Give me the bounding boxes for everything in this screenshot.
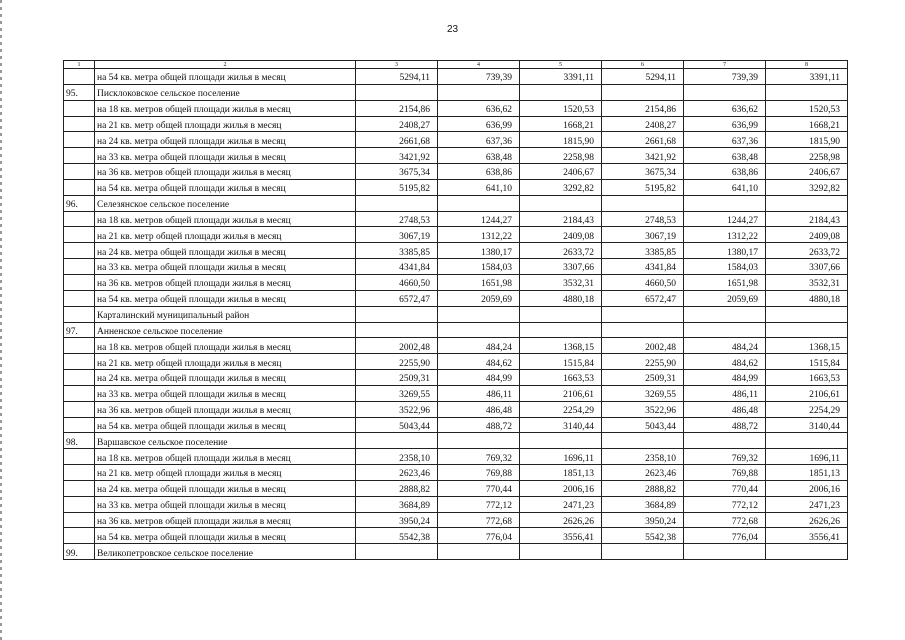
row-number-cell bbox=[64, 211, 95, 227]
value-cell bbox=[766, 306, 848, 322]
value-cell: 1851,13 bbox=[766, 465, 848, 481]
value-cell: 486,48 bbox=[438, 401, 520, 417]
value-cell: 2258,98 bbox=[766, 148, 848, 164]
value-cell: 776,04 bbox=[438, 528, 520, 544]
value-cell: 636,62 bbox=[438, 100, 520, 116]
value-cell: 2154,86 bbox=[602, 100, 684, 116]
row-label-cell: на 18 кв. метров общей площади жилья в месяц bbox=[95, 449, 356, 465]
value-cell bbox=[356, 306, 438, 322]
table-row bbox=[64, 164, 848, 180]
table-row bbox=[64, 338, 848, 354]
value-cell: 3269,55 bbox=[356, 385, 438, 401]
value-cell: 2748,53 bbox=[602, 211, 684, 227]
value-cell: 3269,55 bbox=[602, 385, 684, 401]
value-cell: 641,10 bbox=[684, 179, 766, 195]
value-cell: 1668,21 bbox=[766, 116, 848, 132]
table-row bbox=[64, 370, 848, 386]
row-label-cell: на 21 кв. метр общей площади жилья в месяц bbox=[95, 354, 356, 370]
row-number-cell bbox=[64, 385, 95, 401]
value-cell bbox=[684, 544, 766, 560]
value-cell bbox=[356, 544, 438, 560]
value-cell: 4880,18 bbox=[766, 290, 848, 306]
row-number-cell bbox=[64, 496, 95, 512]
value-cell: 484,24 bbox=[684, 338, 766, 354]
value-cell: 4341,84 bbox=[602, 259, 684, 275]
value-cell: 1696,11 bbox=[520, 449, 602, 465]
value-cell: 769,32 bbox=[438, 449, 520, 465]
value-cell bbox=[438, 306, 520, 322]
value-cell: 3556,41 bbox=[520, 528, 602, 544]
value-cell: 2002,48 bbox=[602, 338, 684, 354]
row-number-cell bbox=[64, 148, 95, 164]
value-cell: 1815,90 bbox=[520, 132, 602, 148]
value-cell: 1696,11 bbox=[766, 449, 848, 465]
value-cell: 1380,17 bbox=[684, 243, 766, 259]
value-cell: 2184,43 bbox=[520, 211, 602, 227]
value-cell: 769,88 bbox=[684, 465, 766, 481]
value-cell: 637,36 bbox=[684, 132, 766, 148]
value-cell bbox=[438, 322, 520, 338]
value-cell: 2059,69 bbox=[438, 290, 520, 306]
value-cell: 484,24 bbox=[438, 338, 520, 354]
value-cell: 488,72 bbox=[684, 417, 766, 433]
value-cell: 488,72 bbox=[438, 417, 520, 433]
value-cell: 5542,38 bbox=[356, 528, 438, 544]
table-row bbox=[64, 385, 848, 401]
table-row bbox=[64, 322, 848, 338]
value-cell: 3556,41 bbox=[766, 528, 848, 544]
value-cell: 1520,53 bbox=[766, 100, 848, 116]
value-cell: 5294,11 bbox=[602, 69, 684, 85]
row-label-cell: на 54 кв. метра общей площади жилья в месяц bbox=[95, 528, 356, 544]
value-cell: 2254,29 bbox=[766, 401, 848, 417]
value-cell: 5195,82 bbox=[356, 179, 438, 195]
row-label-cell: на 36 кв. метров общей площади жилья в месяц bbox=[95, 401, 356, 417]
value-cell: 2002,48 bbox=[356, 338, 438, 354]
value-cell: 5043,44 bbox=[602, 417, 684, 433]
row-number-cell bbox=[64, 100, 95, 116]
table-row bbox=[64, 465, 848, 481]
value-cell bbox=[684, 195, 766, 211]
value-cell: 3421,92 bbox=[602, 148, 684, 164]
table-row bbox=[64, 306, 848, 322]
value-cell: 3532,31 bbox=[766, 274, 848, 290]
value-cell: 2633,72 bbox=[520, 243, 602, 259]
value-cell: 5195,82 bbox=[602, 179, 684, 195]
value-cell: 2184,43 bbox=[766, 211, 848, 227]
value-cell: 2106,61 bbox=[766, 385, 848, 401]
table-row bbox=[64, 290, 848, 306]
row-number-cell: 99. bbox=[64, 544, 95, 560]
table-row bbox=[64, 401, 848, 417]
value-cell: 641,10 bbox=[438, 179, 520, 195]
value-cell: 2471,23 bbox=[520, 496, 602, 512]
value-cell: 2509,31 bbox=[602, 370, 684, 386]
value-cell: 772,68 bbox=[438, 512, 520, 528]
value-cell: 2661,68 bbox=[356, 132, 438, 148]
column-number-cell: 5 bbox=[520, 61, 602, 69]
value-cell: 2106,61 bbox=[520, 385, 602, 401]
value-cell bbox=[438, 544, 520, 560]
value-cell: 3140,44 bbox=[766, 417, 848, 433]
row-label-cell: на 36 кв. метров общей площади жилья в месяц bbox=[95, 274, 356, 290]
column-number-cell: 3 bbox=[356, 61, 438, 69]
table-row bbox=[64, 116, 848, 132]
value-cell: 1651,98 bbox=[684, 274, 766, 290]
value-cell: 2471,23 bbox=[766, 496, 848, 512]
value-cell bbox=[766, 544, 848, 560]
table-row bbox=[64, 179, 848, 195]
value-cell bbox=[602, 544, 684, 560]
value-cell: 3684,89 bbox=[356, 496, 438, 512]
value-cell: 3950,24 bbox=[602, 512, 684, 528]
value-cell: 1312,22 bbox=[684, 227, 766, 243]
value-cell: 2626,26 bbox=[520, 512, 602, 528]
row-number-cell: 96. bbox=[64, 195, 95, 211]
value-cell: 1815,90 bbox=[766, 132, 848, 148]
value-cell bbox=[766, 84, 848, 100]
row-label-cell: на 24 кв. метра общей площади жилья в месяц bbox=[95, 480, 356, 496]
value-cell: 2623,46 bbox=[356, 465, 438, 481]
value-cell: 1663,53 bbox=[766, 370, 848, 386]
value-cell: 2509,31 bbox=[356, 370, 438, 386]
value-cell: 3522,96 bbox=[602, 401, 684, 417]
row-number-cell bbox=[64, 480, 95, 496]
value-cell: 3292,82 bbox=[520, 179, 602, 195]
row-number-cell bbox=[64, 401, 95, 417]
row-label-cell: на 33 кв. метра общей площади жилья в месяц bbox=[95, 259, 356, 275]
row-number-cell bbox=[64, 528, 95, 544]
value-cell: 2748,53 bbox=[356, 211, 438, 227]
row-number-cell bbox=[64, 259, 95, 275]
value-cell: 2358,10 bbox=[602, 449, 684, 465]
table-row bbox=[64, 195, 848, 211]
table-row bbox=[64, 528, 848, 544]
value-cell: 1380,17 bbox=[438, 243, 520, 259]
value-cell: 3307,66 bbox=[766, 259, 848, 275]
value-cell: 770,44 bbox=[684, 480, 766, 496]
value-cell: 1244,27 bbox=[684, 211, 766, 227]
table-row bbox=[64, 433, 848, 449]
row-label-cell: на 21 кв. метр общей площади жилья в месяц bbox=[95, 227, 356, 243]
value-cell bbox=[438, 84, 520, 100]
table-row bbox=[64, 69, 848, 85]
row-label-cell: на 24 кв. метра общей площади жилья в месяц bbox=[95, 370, 356, 386]
value-cell: 3684,89 bbox=[602, 496, 684, 512]
value-cell bbox=[356, 84, 438, 100]
value-cell: 484,99 bbox=[438, 370, 520, 386]
value-cell: 1515,84 bbox=[766, 354, 848, 370]
value-cell bbox=[602, 322, 684, 338]
row-label-cell: Великопетровское сельское поселение bbox=[95, 544, 356, 560]
value-cell: 638,48 bbox=[438, 148, 520, 164]
value-cell bbox=[684, 306, 766, 322]
table-row bbox=[64, 512, 848, 528]
value-cell: 3067,19 bbox=[356, 227, 438, 243]
row-label-cell: на 33 кв. метра общей площади жилья в месяц bbox=[95, 148, 356, 164]
table-row bbox=[64, 417, 848, 433]
table-row bbox=[64, 148, 848, 164]
row-label-cell: на 18 кв. метров общей площади жилья в месяц bbox=[95, 211, 356, 227]
value-cell: 2059,69 bbox=[684, 290, 766, 306]
row-number-cell bbox=[64, 449, 95, 465]
value-cell: 638,86 bbox=[684, 164, 766, 180]
value-cell: 2006,16 bbox=[766, 480, 848, 496]
value-cell bbox=[520, 433, 602, 449]
row-number-cell bbox=[64, 290, 95, 306]
value-cell bbox=[520, 544, 602, 560]
column-number-row bbox=[64, 61, 848, 69]
table-row bbox=[64, 480, 848, 496]
value-cell bbox=[520, 306, 602, 322]
table-row bbox=[64, 274, 848, 290]
value-cell: 3391,11 bbox=[766, 69, 848, 85]
value-cell bbox=[684, 84, 766, 100]
value-cell: 2255,90 bbox=[356, 354, 438, 370]
value-cell: 3421,92 bbox=[356, 148, 438, 164]
row-number-cell bbox=[64, 227, 95, 243]
row-label-cell: на 24 кв. метра общей площади жилья в месяц bbox=[95, 132, 356, 148]
value-cell bbox=[766, 195, 848, 211]
value-cell: 739,39 bbox=[684, 69, 766, 85]
value-cell: 3307,66 bbox=[520, 259, 602, 275]
value-cell: 1515,84 bbox=[520, 354, 602, 370]
value-cell: 3140,44 bbox=[520, 417, 602, 433]
value-cell: 3067,19 bbox=[602, 227, 684, 243]
value-cell: 5294,11 bbox=[356, 69, 438, 85]
value-cell: 2006,16 bbox=[520, 480, 602, 496]
row-label-cell: на 33 кв. метра общей площади жилья в месяц bbox=[95, 496, 356, 512]
value-cell: 6572,47 bbox=[356, 290, 438, 306]
row-label-cell: на 24 кв. метра общей площади жилья в месяц bbox=[95, 243, 356, 259]
value-cell: 2258,98 bbox=[520, 148, 602, 164]
value-cell bbox=[520, 322, 602, 338]
value-cell: 3385,85 bbox=[602, 243, 684, 259]
row-label-cell: на 21 кв. метр общей площади жилья в месяц bbox=[95, 465, 356, 481]
value-cell: 3385,85 bbox=[356, 243, 438, 259]
row-label-cell: на 21 кв. метр общей площади жилья в месяц bbox=[95, 116, 356, 132]
value-cell bbox=[438, 433, 520, 449]
table-row bbox=[64, 496, 848, 512]
value-cell: 770,44 bbox=[438, 480, 520, 496]
value-cell: 2409,08 bbox=[766, 227, 848, 243]
table-row bbox=[64, 449, 848, 465]
row-label-cell: Варшавское сельское поселение bbox=[95, 433, 356, 449]
value-cell: 636,99 bbox=[438, 116, 520, 132]
row-number-cell: 97. bbox=[64, 322, 95, 338]
value-cell: 2154,86 bbox=[356, 100, 438, 116]
value-cell: 2406,67 bbox=[766, 164, 848, 180]
row-label-cell: на 36 кв. метров общей площади жилья в месяц bbox=[95, 512, 356, 528]
column-number-cell: 1 bbox=[64, 61, 95, 69]
column-number-cell: 4 bbox=[438, 61, 520, 69]
value-cell: 4660,50 bbox=[356, 274, 438, 290]
row-number-cell bbox=[64, 243, 95, 259]
value-cell: 1663,53 bbox=[520, 370, 602, 386]
value-cell: 2406,67 bbox=[520, 164, 602, 180]
value-cell: 2888,82 bbox=[602, 480, 684, 496]
row-label-cell: на 54 кв. метра общей площади жилья в месяц bbox=[95, 417, 356, 433]
value-cell: 3950,24 bbox=[356, 512, 438, 528]
scan-edge-artifact bbox=[0, 0, 2, 640]
value-cell: 1368,15 bbox=[766, 338, 848, 354]
value-cell: 638,86 bbox=[438, 164, 520, 180]
value-cell: 1584,03 bbox=[684, 259, 766, 275]
value-cell: 484,99 bbox=[684, 370, 766, 386]
value-cell: 1520,53 bbox=[520, 100, 602, 116]
value-cell: 772,12 bbox=[684, 496, 766, 512]
row-label-cell: на 54 кв. метра общей площади жилья в месяц bbox=[95, 290, 356, 306]
row-label-cell: Анненское сельское поселение bbox=[95, 322, 356, 338]
row-number-cell bbox=[64, 164, 95, 180]
value-cell bbox=[602, 195, 684, 211]
value-cell: 2888,82 bbox=[356, 480, 438, 496]
value-cell bbox=[602, 433, 684, 449]
value-cell: 1651,98 bbox=[438, 274, 520, 290]
value-cell bbox=[766, 433, 848, 449]
row-number-cell bbox=[64, 417, 95, 433]
table-row bbox=[64, 132, 848, 148]
value-cell: 1584,03 bbox=[438, 259, 520, 275]
value-cell: 2409,08 bbox=[520, 227, 602, 243]
column-number-cell: 2 bbox=[95, 61, 356, 69]
value-cell bbox=[520, 84, 602, 100]
value-cell: 772,68 bbox=[684, 512, 766, 528]
value-cell bbox=[602, 84, 684, 100]
table-body bbox=[64, 61, 848, 560]
value-cell bbox=[684, 322, 766, 338]
row-number-cell bbox=[64, 338, 95, 354]
value-cell: 3675,34 bbox=[356, 164, 438, 180]
row-label-cell: на 18 кв. метров общей площади жилья в месяц bbox=[95, 338, 356, 354]
value-cell: 486,48 bbox=[684, 401, 766, 417]
row-number-cell bbox=[64, 465, 95, 481]
row-number-cell bbox=[64, 354, 95, 370]
value-cell: 1668,21 bbox=[520, 116, 602, 132]
table-row bbox=[64, 100, 848, 116]
value-cell: 4880,18 bbox=[520, 290, 602, 306]
table-row bbox=[64, 544, 848, 560]
row-label-cell: на 54 кв. метра общей площади жилья в месяц bbox=[95, 69, 356, 85]
value-cell: 484,62 bbox=[438, 354, 520, 370]
value-cell: 1312,22 bbox=[438, 227, 520, 243]
table-row bbox=[64, 354, 848, 370]
value-cell bbox=[356, 195, 438, 211]
row-number-cell bbox=[64, 116, 95, 132]
row-label-cell: Писклоковское сельское поселение bbox=[95, 84, 356, 100]
value-cell: 3522,96 bbox=[356, 401, 438, 417]
value-cell: 776,04 bbox=[684, 528, 766, 544]
value-cell bbox=[766, 322, 848, 338]
row-number-cell: 95. bbox=[64, 84, 95, 100]
value-cell: 1244,27 bbox=[438, 211, 520, 227]
value-cell: 1368,15 bbox=[520, 338, 602, 354]
value-cell: 2633,72 bbox=[766, 243, 848, 259]
value-cell bbox=[438, 195, 520, 211]
page-number: 23 bbox=[446, 24, 459, 35]
value-cell: 2254,29 bbox=[520, 401, 602, 417]
table-row bbox=[64, 84, 848, 100]
table-row bbox=[64, 211, 848, 227]
column-number-cell: 8 bbox=[766, 61, 848, 69]
row-number-cell bbox=[64, 69, 95, 85]
row-label-cell: Селезянское сельское поселение bbox=[95, 195, 356, 211]
column-number-cell: 7 bbox=[684, 61, 766, 69]
row-number-cell bbox=[64, 132, 95, 148]
value-cell bbox=[356, 433, 438, 449]
value-cell: 4341,84 bbox=[356, 259, 438, 275]
value-cell: 739,39 bbox=[438, 69, 520, 85]
row-label-cell: на 36 кв. метров общей площади жилья в месяц bbox=[95, 164, 356, 180]
row-label-cell: на 33 кв. метра общей площади жилья в месяц bbox=[95, 385, 356, 401]
value-cell: 3391,11 bbox=[520, 69, 602, 85]
value-cell: 1851,13 bbox=[520, 465, 602, 481]
table-row bbox=[64, 259, 848, 275]
value-cell: 2623,46 bbox=[602, 465, 684, 481]
value-cell: 636,99 bbox=[684, 116, 766, 132]
value-cell bbox=[684, 433, 766, 449]
value-cell: 484,62 bbox=[684, 354, 766, 370]
value-cell: 2358,10 bbox=[356, 449, 438, 465]
column-number-cell: 6 bbox=[602, 61, 684, 69]
value-cell: 2626,26 bbox=[766, 512, 848, 528]
value-cell: 637,36 bbox=[438, 132, 520, 148]
row-number-cell bbox=[64, 274, 95, 290]
value-cell bbox=[356, 322, 438, 338]
value-cell: 6572,47 bbox=[602, 290, 684, 306]
value-cell: 486,11 bbox=[438, 385, 520, 401]
value-cell: 3532,31 bbox=[520, 274, 602, 290]
value-cell: 769,32 bbox=[684, 449, 766, 465]
value-cell: 5043,44 bbox=[356, 417, 438, 433]
row-number-cell bbox=[64, 179, 95, 195]
row-number-cell bbox=[64, 306, 95, 322]
row-number-cell: 98. bbox=[64, 433, 95, 449]
value-cell: 2661,68 bbox=[602, 132, 684, 148]
value-cell: 769,88 bbox=[438, 465, 520, 481]
value-cell: 2255,90 bbox=[602, 354, 684, 370]
value-cell: 2408,27 bbox=[602, 116, 684, 132]
value-cell bbox=[602, 306, 684, 322]
value-cell: 3675,34 bbox=[602, 164, 684, 180]
table-row bbox=[64, 243, 848, 259]
row-label-cell: на 54 кв. метра общей площади жилья в месяц bbox=[95, 179, 356, 195]
value-cell: 486,11 bbox=[684, 385, 766, 401]
value-cell: 4660,50 bbox=[602, 274, 684, 290]
value-cell bbox=[520, 195, 602, 211]
row-label-cell: Карталинский муниципальный район bbox=[95, 306, 356, 322]
value-cell: 3292,82 bbox=[766, 179, 848, 195]
value-cell: 5542,38 bbox=[602, 528, 684, 544]
value-cell: 638,48 bbox=[684, 148, 766, 164]
value-cell: 772,12 bbox=[438, 496, 520, 512]
row-number-cell bbox=[64, 370, 95, 386]
row-label-cell: на 18 кв. метров общей площади жилья в месяц bbox=[95, 100, 356, 116]
tariff-table bbox=[63, 60, 848, 560]
table-row bbox=[64, 227, 848, 243]
value-cell: 2408,27 bbox=[356, 116, 438, 132]
value-cell: 636,62 bbox=[684, 100, 766, 116]
row-number-cell bbox=[64, 512, 95, 528]
